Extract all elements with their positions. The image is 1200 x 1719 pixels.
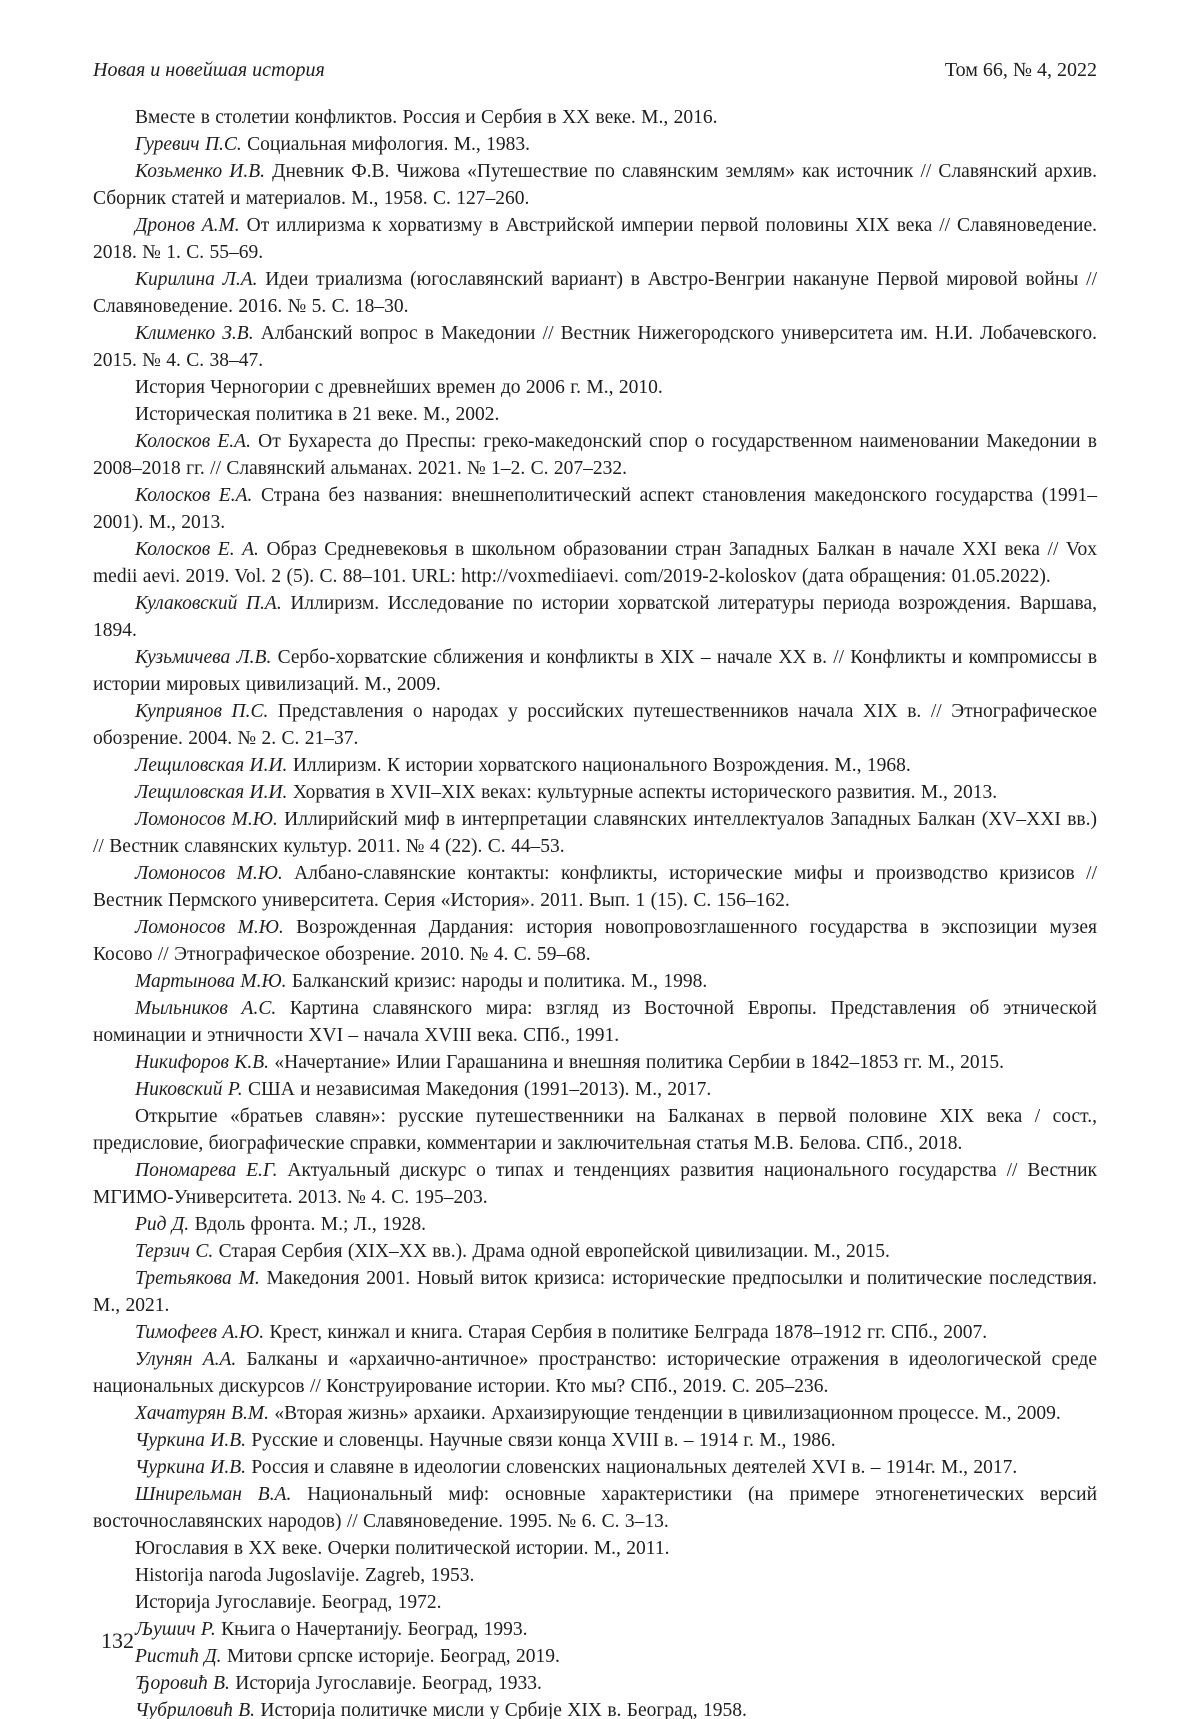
reference-author: Шнирельман В.А. [135,1484,292,1505]
reference-text: Балканский кризис: народы и политика. М., 1998. [291,971,708,992]
reference-author: Ломоносов М.Ю. [135,917,284,938]
reference-entry [93,1616,1097,1643]
reference-text: От иллиризма к хорватизму в Австрийской империи первой половины XIX века // Славяноведение. 2018. № 1. С. 55–69. [93,215,1098,263]
reference-entry [93,1238,1097,1265]
reference-entry [93,1670,1097,1697]
reference-author: Лещиловская И.И. [135,782,288,803]
reference-entry [93,644,1097,698]
reference-text: Представления о народах у российских путешественников начала XIX в. // Этнографическое обозрение. 2004. № 2. С. 21–37. [93,701,1097,749]
reference-entry [93,779,1097,806]
reference-text: Россия и славяне в идеологии словенских национальных деятелей XVI в. – 1914г. М., 2017. [251,1457,1018,1478]
reference-author: Третьякова М. [135,1268,260,1289]
reference-author: Мартынова М.Ю. [135,971,287,992]
journal-title: Новая и новейшая история [93,59,325,81]
reference-author: Улунян А.А. [135,1349,237,1370]
issue-info: Том 66, № 4, 2022 [944,59,1097,81]
reference-entry [93,158,1097,212]
reference-text: Национальный миф: основные характеристики (на примере этногенетических версий восточнославянских народов) // Славяноведение. 1995. № 6. С. 3–13. [93,1484,1098,1532]
reference-entry [93,1562,1097,1589]
reference-entry [93,1346,1097,1400]
reference-author: Никифоров К.В. [135,1052,269,1073]
reference-text: Балканы и «архаично-античное» пространство: исторические отражения в идеологической среде национальных дискурсов // Конструирование истории. Кто мы? СПб., 2019. С. 205–236. [93,1349,1097,1397]
reference-text: Вдоль фронта. М.; Л., 1928. [194,1214,426,1235]
reference-entry [93,1454,1097,1481]
reference-entry [93,1211,1097,1238]
reference-entry [93,1103,1097,1157]
reference-text: «Начертание» Илии Гарашанина и внешняя политика Сербии в 1842–1853 гг. М., 2015. [274,1052,1005,1073]
reference-text: Крест, кинжал и книга. Старая Сербия в политике Белграда 1878–1912 гг. СПб., 2007. [269,1322,988,1343]
reference-entry [93,212,1097,266]
reference-author: Хачатурян В.М. [135,1403,269,1424]
reference-text: Социальная мифология. М., 1983. [247,134,531,155]
reference-text: Иллирийский миф в интерпретации славянских интеллектуалов Западных Балкан (XV–XXI вв.) // Вестник славянских культур. 2011. № 4 (22). С. 44–53. [93,809,1098,857]
reference-author: Колосков Е.А. [135,431,251,452]
reference-list [93,104,1097,1719]
reference-text: Историја Југославије. Београд, 1972. [135,1592,442,1613]
reference-text: Возрожденная Дардания: история новопровозглашенного государства в экспозиции музея Косово // Этнографическое обозрение. 2010. № 4. С. 59–68. [93,917,1098,965]
reference-author: Мыльников А.С. [135,998,277,1019]
reference-author: Никовский Р. [135,1079,243,1100]
reference-text: США и независимая Македония (1991–2013). М., 2017. [248,1079,712,1100]
reference-entry [93,698,1097,752]
reference-entry [93,1049,1097,1076]
reference-text: «Вторая жизнь» архаики. Архаизирующие тенденции в цивилизационном процессе. М., 2009. [274,1403,1061,1424]
reference-author: Куприянов П.С. [135,701,269,722]
reference-author: Ђоровић В. [135,1673,230,1694]
reference-text: Историја политичке мисли у Србије XIX в. Београд, 1958. [260,1700,747,1719]
reference-text: Русские и словенцы. Научные связи конца XVIII в. – 1914 г. М., 1986. [251,1430,836,1451]
reference-author: Ристић Д. [135,1646,222,1667]
reference-entry [93,1589,1097,1616]
reference-author: Чуркина И.В. [135,1457,246,1478]
reference-author: Рид Д. [135,1214,190,1235]
reference-text: Сербо-хорватские сближения и конфликты в XIX – начале XX в. // Конфликты и компромиссы в истории мировых цивилизаций. М., 2009. [93,647,1098,695]
reference-entry [93,482,1097,536]
reference-entry [93,914,1097,968]
reference-author: Ломоносов М.Ю. [135,809,278,830]
reference-entry [93,995,1097,1049]
reference-author: Кулаковский П.А. [135,593,282,614]
reference-author: Лещиловская И.И. [135,755,288,776]
reference-author: Терзич С. [135,1241,214,1262]
reference-text: Албанский вопрос в Македонии // Вестник Нижегородского университета им. Н.И. Лобачевского. 2015. № 4. С. 38–47. [93,323,1097,371]
reference-text: Страна без названия: внешнеполитический аспект становления македонского государства (1991–2001). М., 2013. [93,485,1097,533]
reference-entry [93,1076,1097,1103]
reference-text: Актуальный дискурс о типах и тенденциях развития национального государства // Вестник МГИМО-Университета. 2013. № 4. С. 195–203. [93,1160,1098,1208]
reference-author: Љушич Р. [135,1619,216,1640]
reference-author: Дронов А.М. [135,215,240,236]
reference-author: Чуркина И.В. [135,1430,246,1451]
reference-entry [93,374,1097,401]
reference-entry [93,266,1097,320]
reference-text: От Бухареста до Преспы: греко-македонский спор о государственном наименовании Македонии в 2008–2018 гг. // Славянский альманах. 2021. № 1–2. С. 207–232. [93,431,1097,479]
reference-text: Хорватия в XVII–XIX веках: культурные аспекты исторического развития. М., 2013. [292,782,998,803]
reference-entry [93,1157,1097,1211]
running-head [93,58,1097,82]
reference-author: Ломоносов М.Ю. [135,863,283,884]
reference-text: Митови српске историје. Београд, 2019. [226,1646,560,1667]
reference-entry [93,1319,1097,1346]
reference-text: Образ Средневековья в школьном образовании стран Западных Балкан в начале XXI века // Vox medii aevi. 2019. Vol. 2 (5). С. 88–101. URL: http://voxmediiaevi. com/2019-2-koloskov (дата обращения: 01.05.2022). [93,539,1098,587]
reference-entry [93,806,1097,860]
reference-author: Чубриловић В. [135,1700,256,1719]
reference-entry [93,1265,1097,1319]
reference-entry [93,752,1097,779]
reference-entry [93,428,1097,482]
reference-author: Козьменко И.В. [135,161,265,182]
reference-entry [93,1535,1097,1562]
reference-entry [93,1427,1097,1454]
reference-text: Вместе в столетии конфликтов. Россия и Сербия в XX веке. М., 2016. [135,107,718,128]
reference-entry [93,401,1097,428]
reference-text: Старая Сербия (XIX–XX вв.). Драма одной европейской цивилизации. М., 2015. [218,1241,890,1262]
reference-text: Дневник Ф.В. Чижова «Путешествие по славянским землям» как источник // Славянский архив. Сборник статей и материалов. М., 1958. С. 127–260. [93,161,1098,209]
reference-author: Колосков Е. А. [135,539,259,560]
reference-entry [93,590,1097,644]
reference-entry [93,1481,1097,1535]
reference-text: Историја Југославије. Београд, 1933. [235,1673,542,1694]
reference-author: Кузьмичева Л.В. [135,647,272,668]
reference-entry [93,1697,1097,1719]
reference-author: Колосков Е.А. [135,485,253,506]
reference-text: Historija naroda Jugoslavije. Zagreb, 1953. [135,1565,475,1586]
reference-author: Гуревич П.С. [135,134,242,155]
reference-author: Кирилина Л.А. [135,269,258,290]
reference-text: Историческая политика в 21 веке. М., 2002. [135,404,500,425]
reference-text: История Черногории с древнейших времен до 2006 г. М., 2010. [135,377,663,398]
reference-text: Открытие «братьев славян»: русские путешественники на Балканах в первой половине XIX века / сост., предисловие, биографические справки, комментарии и заключительная статья М.В. Белова. СПб., 2018. [93,1106,1097,1154]
reference-entry [93,104,1097,131]
reference-text: Иллиризм. К истории хорватского национального Возрождения. М., 1968. [292,755,911,776]
reference-text: Књига о Начертанију. Београд, 1993. [221,1619,528,1640]
reference-entry [93,320,1097,374]
reference-text: Идеи триализма (югославянский вариант) в Австро-Венгрии накануне Первой мировой войны // Славяноведение. 2016. № 5. С. 18–30. [93,269,1098,317]
reference-text: Иллиризм. Исследование по истории хорватской литературы периода возрождения. Варшава, 1894. [93,593,1098,641]
reference-author: Клименко З.В. [135,323,254,344]
reference-entry [93,536,1097,590]
reference-entry [93,968,1097,995]
reference-entry [93,1643,1097,1670]
reference-entry [93,131,1097,158]
reference-entry [93,860,1097,914]
reference-entry [93,1400,1097,1427]
reference-text: Югославия в XX веке. Очерки политической истории. М., 2011. [135,1538,670,1559]
reference-author: Тимофеев А.Ю. [135,1322,265,1343]
reference-text: Македония 2001. Новый виток кризиса: исторические предпосылки и политические последствия. М., 2021. [93,1268,1098,1316]
reference-author: Пономарева Е.Г. [135,1160,278,1181]
reference-text: Албано-славянские контакты: конфликты, исторические мифы и производство кризисов // Вестник Пермского университета. Серия «История». 2011. Вып. 1 (15). С. 156–162. [93,863,1098,911]
reference-text: Картина славянского мира: взгляд из Восточной Европы. Представления об этнической номинации и этничности XVI – начала XVIII века. СПб., 1991. [93,998,1097,1046]
page-number: 132 [101,1628,134,1653]
